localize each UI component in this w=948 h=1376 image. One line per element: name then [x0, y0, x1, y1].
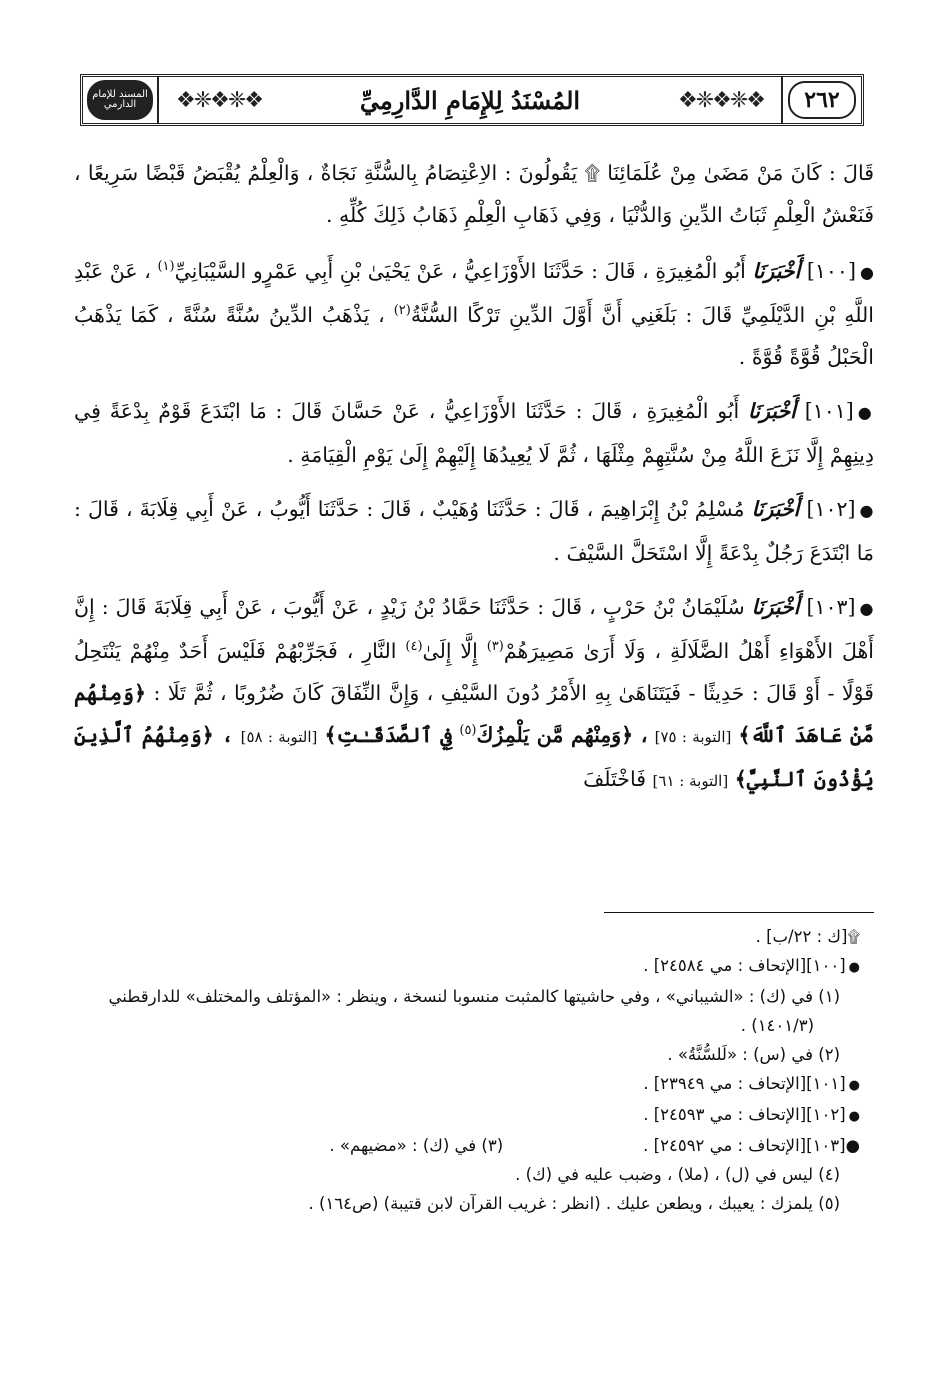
footnote-5: (٥) يلمزك : يعيبك ، ويطعن عليك . (انظر : غريب القرآن لابن قتيبة) (ص١٦٤) .	[308, 1194, 840, 1213]
page-number-cartouche	[781, 77, 861, 123]
hadith-text: ، عَنْ عَبْدِ اللَّهِ بْنِ الدَّيْلَمِيِّ قَالَ : بَلَغَنِي أَنَّ أَوَّلَ الدِّينِ تَرْكًا السُّنَّةُ	[74, 259, 874, 327]
hadith-102	[74, 488, 874, 574]
footnote-ref[interactable]: (٥)	[459, 723, 477, 739]
hadith-100	[74, 250, 874, 378]
hadith-text: النَّارِ ، فَجَرِّبْهُمْ فَلَيْسَ أَحَدٌ مِنْهُمْ يَنْتَحِلُ قَوْلًا - أَوْ قَالَ : حَدِيثًا - فَيَتَنَاهَىٰ بِهِ الأَمْرُ دُونَ السَّيْفِ ، وَإِنَّ النِّفَاقَ كَانَ ضُرُوبًا ، ثُمَّ تَلَا :	[74, 639, 874, 705]
hadith-text: أَبُو الْمُغِيرَةِ ، قَالَ : حَدَّثَنَا الأَوْزَاعِيُّ ، عَنْ حَسَّانَ قَالَ : مَا ابْتَدَعَ قَوْمٌ بِدْعَةً فِي دِينِهِمْ إِلَّا نَزَعَ اللَّهُ مِنْ سُنَّتِهِمْ مِثْلَهَا ، ثُمَّ لَا يُعِيدُهَا إِلَيْهِمْ إِلَىٰ يَوْمِ الْقِيَامَةِ .	[74, 399, 874, 467]
akhbarana-label: أَخْبَرَنَا	[751, 595, 800, 619]
hadith-text: سُلَيْمَانُ بْنُ حَرْبٍ ، قَالَ : حَدَّثَنَا حَمَّادُ بْنُ زَيْدٍ ، عَنْ أَيُّوبَ ، عَنْ أَبِي قِلَابَةَ قَالَ : إِنَّ أَهْلَ الأَهْوَاءِ أَهْلُ الضَّلَالَةِ ، وَلَا أَرَىٰ مَصِيرَهُمْ	[74, 595, 874, 663]
footnote-ref[interactable]: (٣)	[486, 639, 504, 655]
footnote-ithaf-102: ●[١٠٢][الإتحاف : مي ٢٤٥٩٣] .	[643, 1105, 860, 1124]
running-title: المُسْنَدُ لِلإِمَامِ الدَّارِمِيِّ	[359, 85, 581, 115]
footnote-ref[interactable]: (٢)	[393, 303, 411, 319]
footnote-divider	[604, 912, 874, 913]
bullet-icon: ●	[857, 403, 874, 422]
hadith-number: [١٠١]	[804, 399, 854, 423]
book-seal	[83, 77, 159, 123]
footnote-ithaf-100: ●[١٠٠][الإتحاف : مي ٢٤٥٨٤] .	[643, 956, 860, 975]
hadith-text: فَاخْتَلَفَ	[583, 767, 646, 791]
hadith-number: [١٠٢]	[806, 497, 856, 521]
quran-reference: [التوبة : ٧٥]	[654, 728, 732, 746]
bullet-icon: ●	[848, 1109, 860, 1124]
bullet-icon: ●	[848, 960, 860, 975]
quran-quote: فِي ٱلصَّدَقَـٰتِ﴾	[324, 723, 453, 747]
main-text	[74, 152, 874, 814]
hadith-text: مُسْلِمُ بْنُ إِبْرَاهِيمَ ، قَالَ : حَدَّثَنَا وُهَيْبٌ ، قَالَ : حَدَّثَنَا أَيُّوبُ ، عَنْ أَبِي قِلَابَةَ ، قَالَ : مَا ابْتَدَعَ رَجُلٌ بِدْعَةً إِلَّا اسْتَحَلَّ السَّيْفَ .	[74, 497, 874, 565]
quran-quote: ، ﴿وَمِنْهُم مَّن يَلْمِزُكَ	[476, 723, 648, 747]
footnote-ref[interactable]: (١)	[157, 259, 175, 275]
footnote-4: (٤) ليس في (ل) ، (ملا) ، وضبب عليه في (ك) .	[515, 1165, 840, 1184]
akhbarana-label: أَخْبَرَنَا	[752, 259, 801, 283]
bullet-icon: ●	[859, 501, 874, 520]
running-header	[80, 74, 864, 126]
paragraph-continuation: قَالَ : كَانَ مَنْ مَضَىٰ مِنْ عُلَمَائِنَا ۩ يَقُولُونَ : الاِعْتِصَامُ بِالسُّنَّةِ نَجَاةٌ ، وَالْعِلْمُ يُقْبَضُ قَبْضًا سَرِيعًا ، فَنَعْشُ الْعِلْمِ ثَبَاتُ الدِّينِ وَالدُّنْيَا ، وَفِي ذَهَابِ الْعِلْمِ ذَهَابُ ذَلِكَ كُلِّهِ .	[74, 161, 874, 227]
quran-quote: ، ﴿وَمِنْهُمُ ٱلَّذِينَ يُؤْذُونَ ٱلنَّبِيَّ﴾	[74, 723, 874, 791]
footnotes	[74, 922, 874, 1218]
footnote-ithaf-103: ●[١٠٣][الإتحاف : مي ٢٤٥٩٢] .	[643, 1136, 860, 1155]
quran-quote: ﴿وَمِنْهُم مَّنْ عَاهَدَ ٱللَّهَ﴾	[74, 681, 874, 747]
footnote-1: (١) في (ك) : «الشيباني» ، وفي حاشيتها كالمثبت منسوبا لنسخة ، وينظر : «المؤتلف والمختلف» للدارقطني	[108, 987, 840, 1006]
seal-text: المسند للإمام الدارمي	[92, 89, 148, 110]
quran-reference: [التوبة : ٦١]	[652, 772, 729, 790]
hadith-text: ، يَذْهَبُ الدِّينُ سُنَّةً سُنَّةً ، كَمَا يَذْهَبُ الْحَبْلُ قُوَّةً قُوَّةً .	[74, 303, 874, 369]
footnote-3: (٣) في (ك) : «مضيهم» .	[329, 1136, 504, 1155]
footnote-1-cont: (١٤٠١/٣) .	[740, 1016, 814, 1035]
hadith-number: [١٠٣]	[806, 595, 856, 619]
hadith-text: أَبُو الْمُغِيرَةِ ، قَالَ : حَدَّثَنَا الأَوْزَاعِيُّ ، عَنْ يَحْيَىٰ بْنِ أَبِي عَمْرٍو السَّيْبَانِيِّ	[174, 259, 746, 283]
hadith-103	[74, 586, 874, 802]
footnote-folio: ۩[ك : ٢٢/ب] .	[755, 927, 860, 946]
hadith-number: [١٠٠]	[806, 259, 856, 283]
akhbarana-label: أَخْبَرَنَا	[748, 399, 796, 423]
ornament-right-icon: ❖❈❖❈❖	[677, 87, 765, 113]
footnote-row	[74, 1131, 874, 1160]
bullet-icon: ●	[845, 1136, 860, 1155]
footnote-2: (٢) في (س) : «لَلسُّنَّةُ» .	[667, 1045, 840, 1064]
footnote-ref[interactable]: (٤)	[405, 639, 423, 655]
akhbarana-label: أَخْبَرَنَا	[751, 497, 800, 521]
bullet-icon: ●	[848, 1078, 860, 1093]
ornament-left-icon: ❖❈❖❈❖	[175, 87, 263, 113]
bullet-icon: ●	[859, 599, 874, 618]
page-number: ٢٦٢	[788, 81, 856, 119]
seal-logo	[87, 80, 153, 120]
footnote-ithaf-101: ●[١٠١][الإتحاف : مي ٢٣٩٤٩] .	[643, 1074, 860, 1093]
hadith-text: إِلَّا إِلَىٰ	[422, 639, 478, 663]
bullet-icon: ●	[859, 263, 874, 282]
hadith-101	[74, 390, 874, 476]
quran-reference: [التوبة : ٥٨]	[240, 728, 318, 746]
